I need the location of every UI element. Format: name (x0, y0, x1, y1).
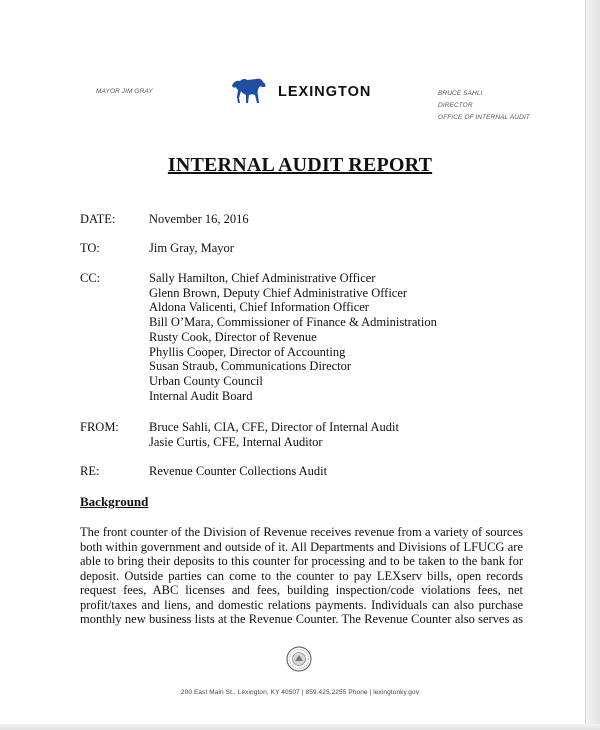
director-block (438, 88, 530, 124)
to-label: TO: (80, 241, 100, 255)
director-name: BRUCE SAHLI (438, 90, 483, 97)
footer-address: 200 East Main St., Lexington, KY 40507 | 859.425.2255 Phone | lexingtonky.gov (180, 689, 420, 696)
cc-recipient: Sally Hamilton, Chief Administrative Officer (149, 271, 376, 285)
cc-recipient: Internal Audit Board (149, 388, 253, 403)
document-title: INTERNAL AUDIT REPORT (167, 154, 433, 176)
paragraph-line: both within government and outside of it. All Departments and Divisions of LFUCG are (80, 539, 523, 554)
director-office: OFFICE OF INTERNAL AUDIT (438, 114, 530, 121)
paragraph-line: The front counter of the Division of Revenue receives revenue from a variety of sources (80, 525, 523, 539)
cc-recipient: Aldona Valicenti, Chief Information Officer (149, 300, 369, 315)
cc-recipient: Phyllis Cooper, Director of Accounting (149, 344, 346, 359)
page-edge (585, 0, 600, 730)
from-label: FROM: (80, 420, 119, 434)
from-sender: Bruce Sahli, CIA, CFE, Director of Internal Audit (149, 420, 399, 434)
paragraph-line: deposit. Outside parties can come to the counter to pay LEXserv bills, open records (80, 568, 523, 583)
paragraph-line: monthly new business lists at the Revenue Counter. The Revenue Counter also serves as (80, 612, 523, 626)
cc-list (149, 271, 437, 403)
background-heading: Background (80, 494, 149, 509)
cc-recipient: Bill O’Mara, Commissioner of Finance & Administration (149, 315, 437, 330)
mayor-name: MAYOR JIM GRAY (96, 88, 153, 95)
horse-icon (228, 74, 268, 106)
background-paragraph (80, 525, 523, 627)
cc-recipient: Rusty Cook, Director of Revenue (149, 329, 317, 344)
cc-recipient: Urban County Council (149, 373, 263, 388)
re-label: RE: (80, 464, 100, 478)
date-label: DATE: (80, 212, 116, 226)
lexington-logo (228, 74, 371, 106)
cc-recipient: Susan Straub, Communications Director (149, 359, 352, 374)
city-seal-icon (286, 646, 312, 672)
to-value: Jim Gray, Mayor (149, 241, 234, 255)
from-list (149, 420, 399, 449)
cc-label: CC: (80, 271, 101, 285)
paragraph-line: profit/taxes and liens, and domestic relations payments. Individuals can also purchase (80, 597, 523, 612)
page-bottom-edge (0, 724, 600, 730)
logo-text: LEXINGTON (278, 84, 372, 100)
date-value: November 16, 2016 (149, 212, 249, 226)
director-title: DIRECTOR (438, 102, 473, 109)
paragraph-line: request fees, ABC licenses and fees, building inspection/code violations fees, net (80, 583, 523, 597)
re-value: Revenue Counter Collections Audit (149, 464, 328, 478)
from-sender: Jasie Curtis, CFE, Internal Auditor (149, 434, 323, 449)
cc-recipient: Glenn Brown, Deputy Chief Administrative Officer (149, 285, 408, 300)
paragraph-line: able to bring their deposits to this counter for processing and to be taken to the bank for (80, 554, 523, 568)
